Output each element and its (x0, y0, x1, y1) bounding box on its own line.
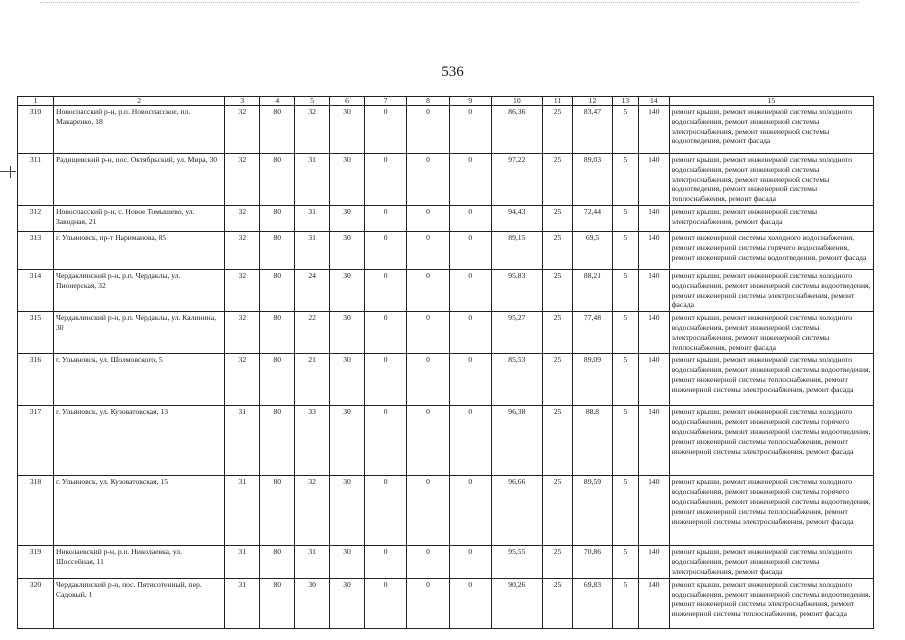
table-row (18, 354, 874, 406)
value-cell: 30 (330, 406, 365, 476)
value-cell: 31 (295, 546, 330, 578)
value-cell: 95,83 (491, 269, 542, 311)
value-cell: 140 (638, 578, 669, 628)
address-cell: г. Ульяновск, ул. Кузоватовская, 15 (53, 476, 224, 546)
column-header: 14 (638, 97, 669, 106)
row-number: 319 (18, 546, 54, 578)
value-cell: 0 (407, 546, 449, 578)
value-cell: 80 (260, 106, 295, 154)
value-cell: 80 (260, 578, 295, 628)
value-cell: 0 (365, 406, 407, 476)
value-cell: 25 (542, 231, 573, 269)
value-cell: 0 (365, 476, 407, 546)
row-number: 315 (18, 312, 54, 354)
row-number: 314 (18, 269, 54, 311)
address-cell: г. Ульяновск, ул. Шолмовского, 5 (53, 354, 224, 406)
value-cell: 5 (612, 354, 638, 406)
value-cell: 0 (407, 406, 449, 476)
value-cell: 25 (542, 546, 573, 578)
value-cell: 140 (638, 406, 669, 476)
works-cell: ремонт крыши, ремонт инженерной системы электроснабжения, ремонт фасада (669, 205, 873, 231)
value-cell: 33 (295, 406, 330, 476)
value-cell: 25 (542, 578, 573, 628)
value-cell: 0 (365, 312, 407, 354)
scan-top-rule (40, 2, 860, 3)
value-cell: 31 (225, 406, 260, 476)
value-cell: 86,36 (491, 106, 542, 154)
works-cell: ремонт инженерной системы холодного водоснабжения, ремонт инженерной системы горячего водоснабжения, ремонт инженерной системы водоотведения, ремонт фасада (669, 231, 873, 269)
value-cell: 30 (330, 106, 365, 154)
table-row (18, 406, 874, 476)
value-cell: 0 (407, 312, 449, 354)
value-cell: 140 (638, 106, 669, 154)
row-number: 318 (18, 476, 54, 546)
value-cell: 80 (260, 269, 295, 311)
column-header: 10 (491, 97, 542, 106)
value-cell: 30 (330, 578, 365, 628)
value-cell: 0 (365, 106, 407, 154)
value-cell: 83,47 (573, 106, 612, 154)
address-cell: Радищевский р-н, пос. Октябрьский, ул. Мира, 30 (53, 154, 224, 206)
value-cell: 5 (612, 269, 638, 311)
value-cell: 24 (295, 269, 330, 311)
value-cell: 30 (330, 154, 365, 206)
value-cell: 5 (612, 406, 638, 476)
value-cell: 0 (407, 154, 449, 206)
address-cell: Новоспасский р-н, р.п. Новоспасское, пл. Макаренко, 18 (53, 106, 224, 154)
value-cell: 140 (638, 546, 669, 578)
works-cell: ремонт крыши, ремонт инженерной системы холодного водоснабжения, ремонт инженерной системы водоотведения, ремонт инженерной системы теплоснабжения, ремонт инженерной системы электроснабжения, ремонт фасада (669, 354, 873, 406)
table-row (18, 578, 874, 628)
column-header: 11 (542, 97, 573, 106)
table-row (18, 106, 874, 154)
column-header: 1 (18, 97, 54, 106)
row-number: 312 (18, 205, 54, 231)
column-header: 9 (449, 97, 491, 106)
works-cell: ремонт крыши, ремонт инженерной системы холодного водоснабжения, ремонт инженерной системы горячего водоснабжения, ремонт инженерной системы водоотведения, ремонт инженерной системы теплоснабжения, ремонт инженерной системы электроснабжения, ремонт фасада (669, 406, 873, 476)
works-cell: ремонт крыши, ремонт инженерной системы холодного водоснабжения, ремонт инженерной системы горячего водоснабжения, ремонт инженерной системы водоотведения, ремонт инженерной системы теплоснабжения, ремонт инженерной системы электроснабжения, ремонт фасада (669, 476, 873, 546)
value-cell: 140 (638, 354, 669, 406)
value-cell: 0 (407, 205, 449, 231)
value-cell: 0 (449, 476, 491, 546)
value-cell: 25 (542, 269, 573, 311)
value-cell: 25 (542, 406, 573, 476)
value-cell: 30 (330, 269, 365, 311)
value-cell: 72,44 (573, 205, 612, 231)
value-cell: 0 (449, 312, 491, 354)
address-cell: г. Ульяновск, ул. Кузоватовская, 13 (53, 406, 224, 476)
works-cell: ремонт крыши, ремонт инженерной системы холодного водоснабжения, ремонт инженерной системы водоотведения, ремонт инженерной системы электроснабжения, ремонт инженерной системы теплоснабжения, ремонт фасада (669, 578, 873, 628)
value-cell: 31 (295, 154, 330, 206)
value-cell: 80 (260, 546, 295, 578)
works-cell: ремонт крыши, ремонт инженерной системы холодного водоснабжения, ремонт инженерной системы электроснабжения, ремонт фасада (669, 546, 873, 578)
row-number: 320 (18, 578, 54, 628)
column-header: 8 (407, 97, 449, 106)
value-cell: 0 (449, 205, 491, 231)
value-cell: 25 (542, 312, 573, 354)
value-cell: 5 (612, 476, 638, 546)
value-cell: 25 (542, 106, 573, 154)
header-row (18, 97, 874, 106)
value-cell: 80 (260, 406, 295, 476)
value-cell: 140 (638, 231, 669, 269)
value-cell: 5 (612, 312, 638, 354)
works-cell: ремонт крыши, ремонт инженерной системы холодного водоснабжения, ремонт инженерной системы электроснабжения, ремонт инженерной системы водоотведения, ремонт инженерной системы теплоснабжения, ремонт фасада (669, 154, 873, 206)
column-header: 4 (260, 97, 295, 106)
table-row (18, 231, 874, 269)
table-row (18, 476, 874, 546)
value-cell: 0 (407, 231, 449, 269)
column-header: 5 (295, 97, 330, 106)
value-cell: 30 (330, 231, 365, 269)
column-header: 13 (612, 97, 638, 106)
works-cell: ремонт крыши, ремонт инженерной системы холодного водоснабжения, ремонт инженерной системы электроснабжения, ремонт инженерной системы теплоснабжения, ремонт фасада (669, 312, 873, 354)
value-cell: 0 (365, 269, 407, 311)
value-cell: 0 (365, 154, 407, 206)
value-cell: 32 (295, 106, 330, 154)
value-cell: 31 (295, 231, 330, 269)
row-number: 316 (18, 354, 54, 406)
value-cell: 140 (638, 476, 669, 546)
value-cell: 30 (330, 476, 365, 546)
value-cell: 0 (449, 578, 491, 628)
row-number: 310 (18, 106, 54, 154)
value-cell: 22 (295, 312, 330, 354)
value-cell: 0 (407, 269, 449, 311)
value-cell: 0 (449, 154, 491, 206)
column-header: 15 (669, 97, 873, 106)
value-cell: 95,55 (491, 546, 542, 578)
value-cell: 5 (612, 154, 638, 206)
value-cell: 89,09 (573, 354, 612, 406)
row-number: 311 (18, 154, 54, 206)
value-cell: 90,26 (491, 578, 542, 628)
table-row (18, 546, 874, 578)
value-cell: 140 (638, 205, 669, 231)
value-cell: 0 (449, 354, 491, 406)
value-cell: 0 (365, 354, 407, 406)
value-cell: 30 (330, 205, 365, 231)
value-cell: 5 (612, 106, 638, 154)
address-cell: Чердаклинский р-н, пос. Пятисотенный, пер. Садовый, 1 (53, 578, 224, 628)
column-header: 3 (225, 97, 260, 106)
value-cell: 0 (407, 476, 449, 546)
value-cell: 80 (260, 205, 295, 231)
margin-binding-mark (0, 171, 16, 172)
column-header: 7 (365, 97, 407, 106)
value-cell: 0 (365, 578, 407, 628)
value-cell: 21 (295, 354, 330, 406)
value-cell: 88,8 (573, 406, 612, 476)
page-number: 536 (441, 64, 464, 80)
value-cell: 25 (542, 205, 573, 231)
value-cell: 89,15 (491, 231, 542, 269)
value-cell: 30 (330, 312, 365, 354)
value-cell: 31 (225, 546, 260, 578)
column-header: 6 (330, 97, 365, 106)
value-cell: 25 (542, 354, 573, 406)
value-cell: 0 (365, 205, 407, 231)
value-cell: 69,5 (573, 231, 612, 269)
value-cell: 0 (449, 269, 491, 311)
value-cell: 25 (542, 476, 573, 546)
value-cell: 0 (365, 546, 407, 578)
value-cell: 94,43 (491, 205, 542, 231)
value-cell: 80 (260, 354, 295, 406)
value-cell: 140 (638, 312, 669, 354)
value-cell: 32 (295, 476, 330, 546)
value-cell: 89,03 (573, 154, 612, 206)
value-cell: 80 (260, 231, 295, 269)
value-cell: 0 (449, 106, 491, 154)
margin-binding-tick (10, 166, 11, 178)
value-cell: 5 (612, 578, 638, 628)
value-cell: 31 (225, 578, 260, 628)
housing-repair-table (17, 96, 874, 629)
value-cell: 88,21 (573, 269, 612, 311)
table-row (18, 154, 874, 206)
value-cell: 77,48 (573, 312, 612, 354)
value-cell: 32 (225, 205, 260, 231)
value-cell: 69,83 (573, 578, 612, 628)
value-cell: 5 (612, 205, 638, 231)
value-cell: 96,38 (491, 406, 542, 476)
value-cell: 30 (330, 354, 365, 406)
value-cell: 0 (407, 106, 449, 154)
value-cell: 30 (330, 546, 365, 578)
value-cell: 89,59 (573, 476, 612, 546)
value-cell: 140 (638, 269, 669, 311)
value-cell: 97,22 (491, 154, 542, 206)
table-row (18, 205, 874, 231)
value-cell: 0 (365, 231, 407, 269)
works-cell: ремонт крыши, ремонт инженерной системы холодного водоснабжения, ремонт инженерной системы электроснабжения, ремонт инженерной системы водоотведения, ремонт фасада (669, 106, 873, 154)
value-cell: 32 (225, 354, 260, 406)
address-cell: Чердаклинский р-н, р.п. Чердаклы, ул. Пионерская, 32 (53, 269, 224, 311)
value-cell: 25 (542, 154, 573, 206)
value-cell: 80 (260, 312, 295, 354)
value-cell: 0 (449, 546, 491, 578)
address-cell: Чердаклинский р-н, р.п. Чердаклы, ул. Калинина, 30 (53, 312, 224, 354)
value-cell: 32 (225, 154, 260, 206)
works-cell: ремонт крыши, ремонт инженерной системы холодного водоснабжения, ремонт инженерной системы водоотведения, ремонт инженерной системы электроснабжения, ремонт фасада (669, 269, 873, 311)
value-cell: 80 (260, 476, 295, 546)
value-cell: 140 (638, 154, 669, 206)
value-cell: 32 (225, 312, 260, 354)
address-cell: Николаевский р-н, р.п. Николаевка, ул. Шоссейная, 11 (53, 546, 224, 578)
row-number: 313 (18, 231, 54, 269)
value-cell: 32 (225, 269, 260, 311)
value-cell: 31 (295, 205, 330, 231)
value-cell: 0 (449, 406, 491, 476)
value-cell: 30 (295, 578, 330, 628)
value-cell: 31 (225, 476, 260, 546)
value-cell: 5 (612, 231, 638, 269)
column-header: 2 (53, 97, 224, 106)
row-number: 317 (18, 406, 54, 476)
value-cell: 85,53 (491, 354, 542, 406)
address-cell: г. Ульяновск, пр-т Нариманова, 85 (53, 231, 224, 269)
table-row (18, 269, 874, 311)
value-cell: 32 (225, 106, 260, 154)
value-cell: 95,27 (491, 312, 542, 354)
table-row (18, 312, 874, 354)
address-cell: Новоспасский р-н, с. Новое Томышево, ул. Заводная, 21 (53, 205, 224, 231)
value-cell: 0 (407, 578, 449, 628)
column-header: 12 (573, 97, 612, 106)
value-cell: 0 (407, 354, 449, 406)
value-cell: 96,66 (491, 476, 542, 546)
value-cell: 5 (612, 546, 638, 578)
value-cell: 80 (260, 154, 295, 206)
value-cell: 0 (449, 231, 491, 269)
value-cell: 70,86 (573, 546, 612, 578)
value-cell: 32 (225, 231, 260, 269)
